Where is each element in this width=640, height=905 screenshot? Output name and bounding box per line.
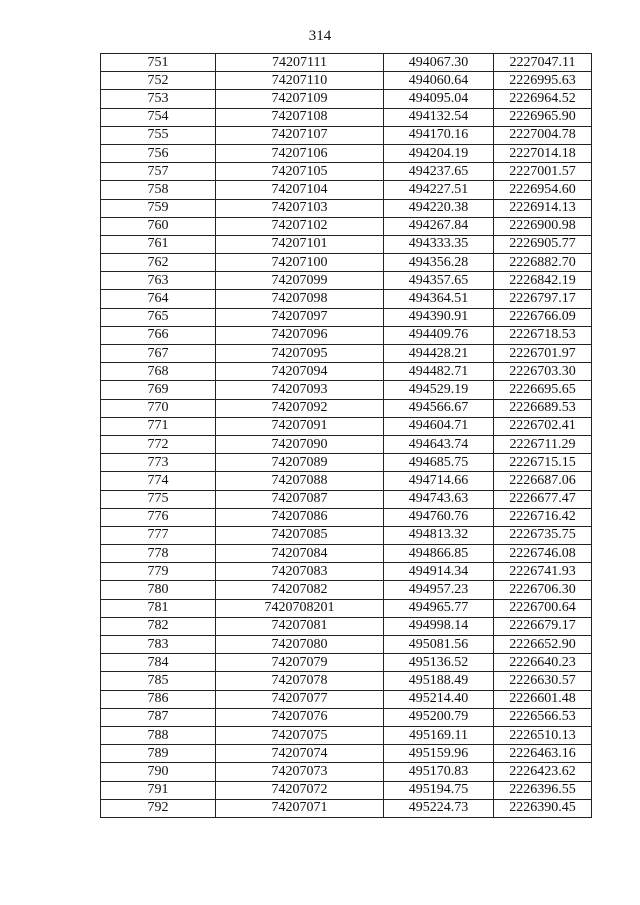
row-number-cell: 771 (101, 417, 216, 435)
table-row (101, 345, 592, 363)
table-row (101, 363, 592, 381)
table-row (101, 417, 592, 435)
x-coordinate-cell: 494643.74 (384, 435, 494, 453)
y-coordinate-cell: 2226396.55 (494, 781, 592, 799)
x-coordinate-cell: 494237.65 (384, 163, 494, 181)
table-row (101, 617, 592, 635)
table-row (101, 199, 592, 217)
y-coordinate-cell: 2226652.90 (494, 636, 592, 654)
row-number-cell: 767 (101, 345, 216, 363)
point-id-cell: 74207088 (216, 472, 384, 490)
row-number-cell: 765 (101, 308, 216, 326)
x-coordinate-cell: 495214.40 (384, 690, 494, 708)
table-row (101, 672, 592, 690)
x-coordinate-cell: 494060.64 (384, 72, 494, 90)
y-coordinate-cell: 2226746.08 (494, 545, 592, 563)
y-coordinate-cell: 2226905.77 (494, 235, 592, 253)
point-id-cell: 74207075 (216, 726, 384, 744)
point-id-cell: 74207078 (216, 672, 384, 690)
point-id-cell: 74207090 (216, 435, 384, 453)
table-row (101, 690, 592, 708)
y-coordinate-cell: 2226601.48 (494, 690, 592, 708)
x-coordinate-cell: 494866.85 (384, 545, 494, 563)
row-number-cell: 755 (101, 126, 216, 144)
x-coordinate-cell: 494813.32 (384, 526, 494, 544)
y-coordinate-cell: 2227047.11 (494, 54, 592, 72)
y-coordinate-cell: 2226711.29 (494, 435, 592, 453)
row-number-cell: 758 (101, 181, 216, 199)
x-coordinate-cell: 494965.77 (384, 599, 494, 617)
point-id-cell: 74207096 (216, 326, 384, 344)
point-id-cell: 74207082 (216, 581, 384, 599)
point-id-cell: 7420708201 (216, 599, 384, 617)
table-row (101, 181, 592, 199)
table-row (101, 708, 592, 726)
x-coordinate-cell: 494685.75 (384, 454, 494, 472)
table-row (101, 399, 592, 417)
x-coordinate-cell: 494604.71 (384, 417, 494, 435)
x-coordinate-cell: 494566.67 (384, 399, 494, 417)
point-id-cell: 74207085 (216, 526, 384, 544)
x-coordinate-cell: 494220.38 (384, 199, 494, 217)
row-number-cell: 783 (101, 636, 216, 654)
x-coordinate-cell: 494760.76 (384, 508, 494, 526)
x-coordinate-cell: 494743.63 (384, 490, 494, 508)
y-coordinate-cell: 2226695.65 (494, 381, 592, 399)
table-row (101, 272, 592, 290)
y-coordinate-cell: 2226797.17 (494, 290, 592, 308)
y-coordinate-cell: 2226900.98 (494, 217, 592, 235)
row-number-cell: 770 (101, 399, 216, 417)
row-number-cell: 772 (101, 435, 216, 453)
point-id-cell: 74207111 (216, 54, 384, 72)
x-coordinate-cell: 494714.66 (384, 472, 494, 490)
table-row (101, 381, 592, 399)
y-coordinate-cell: 2226965.90 (494, 108, 592, 126)
row-number-cell: 766 (101, 326, 216, 344)
row-number-cell: 778 (101, 545, 216, 563)
row-number-cell: 762 (101, 254, 216, 272)
row-number-cell: 769 (101, 381, 216, 399)
point-id-cell: 74207073 (216, 763, 384, 781)
y-coordinate-cell: 2226700.64 (494, 599, 592, 617)
table-row (101, 781, 592, 799)
table-row (101, 326, 592, 344)
y-coordinate-cell: 2226677.47 (494, 490, 592, 508)
row-number-cell: 754 (101, 108, 216, 126)
x-coordinate-cell: 494227.51 (384, 181, 494, 199)
point-id-cell: 74207109 (216, 90, 384, 108)
x-coordinate-cell: 494132.54 (384, 108, 494, 126)
y-coordinate-cell: 2226735.75 (494, 526, 592, 544)
point-id-cell: 74207110 (216, 72, 384, 90)
table-row (101, 490, 592, 508)
table-row (101, 472, 592, 490)
point-id-cell: 74207092 (216, 399, 384, 417)
point-id-cell: 74207077 (216, 690, 384, 708)
table-row (101, 799, 592, 817)
row-number-cell: 792 (101, 799, 216, 817)
row-number-cell: 780 (101, 581, 216, 599)
y-coordinate-cell: 2226716.42 (494, 508, 592, 526)
point-id-cell: 74207076 (216, 708, 384, 726)
row-number-cell: 777 (101, 526, 216, 544)
row-number-cell: 756 (101, 144, 216, 162)
table-row (101, 745, 592, 763)
row-number-cell: 789 (101, 745, 216, 763)
row-number-cell: 751 (101, 54, 216, 72)
point-id-cell: 74207091 (216, 417, 384, 435)
y-coordinate-cell: 2226390.45 (494, 799, 592, 817)
table-row (101, 545, 592, 563)
table-row (101, 54, 592, 72)
x-coordinate-cell: 495200.79 (384, 708, 494, 726)
point-id-cell: 74207108 (216, 108, 384, 126)
point-id-cell: 74207081 (216, 617, 384, 635)
y-coordinate-cell: 2227004.78 (494, 126, 592, 144)
x-coordinate-cell: 494267.84 (384, 217, 494, 235)
table-row (101, 72, 592, 90)
table-row (101, 235, 592, 253)
row-number-cell: 786 (101, 690, 216, 708)
x-coordinate-cell: 494067.30 (384, 54, 494, 72)
x-coordinate-cell: 495169.11 (384, 726, 494, 744)
y-coordinate-cell: 2226701.97 (494, 345, 592, 363)
table-body (101, 54, 592, 818)
row-number-cell: 774 (101, 472, 216, 490)
y-coordinate-cell: 2226702.41 (494, 417, 592, 435)
row-number-cell: 779 (101, 563, 216, 581)
table-row (101, 217, 592, 235)
point-id-cell: 74207071 (216, 799, 384, 817)
row-number-cell: 785 (101, 672, 216, 690)
table-row (101, 163, 592, 181)
point-id-cell: 74207074 (216, 745, 384, 763)
x-coordinate-cell: 495159.96 (384, 745, 494, 763)
table-row (101, 526, 592, 544)
x-coordinate-cell: 494409.76 (384, 326, 494, 344)
table-row (101, 763, 592, 781)
point-id-cell: 74207080 (216, 636, 384, 654)
point-id-cell: 74207105 (216, 163, 384, 181)
table-row (101, 454, 592, 472)
x-coordinate-cell: 494390.91 (384, 308, 494, 326)
x-coordinate-cell: 495081.56 (384, 636, 494, 654)
y-coordinate-cell: 2226995.63 (494, 72, 592, 90)
point-id-cell: 74207083 (216, 563, 384, 581)
point-id-cell: 74207102 (216, 217, 384, 235)
x-coordinate-cell: 494333.35 (384, 235, 494, 253)
y-coordinate-cell: 2226630.57 (494, 672, 592, 690)
table-row (101, 435, 592, 453)
y-coordinate-cell: 2226964.52 (494, 90, 592, 108)
table-row (101, 254, 592, 272)
table-row (101, 126, 592, 144)
y-coordinate-cell: 2226703.30 (494, 363, 592, 381)
x-coordinate-cell: 495188.49 (384, 672, 494, 690)
y-coordinate-cell: 2226882.70 (494, 254, 592, 272)
y-coordinate-cell: 2226706.30 (494, 581, 592, 599)
x-coordinate-cell: 494204.19 (384, 144, 494, 162)
row-number-cell: 768 (101, 363, 216, 381)
y-coordinate-cell: 2226715.15 (494, 454, 592, 472)
x-coordinate-cell: 495194.75 (384, 781, 494, 799)
row-number-cell: 784 (101, 654, 216, 672)
y-coordinate-cell: 2226914.13 (494, 199, 592, 217)
point-id-cell: 74207093 (216, 381, 384, 399)
y-coordinate-cell: 2227014.18 (494, 144, 592, 162)
x-coordinate-cell: 495224.73 (384, 799, 494, 817)
y-coordinate-cell: 2226842.19 (494, 272, 592, 290)
y-coordinate-cell: 2226741.93 (494, 563, 592, 581)
y-coordinate-cell: 2226679.17 (494, 617, 592, 635)
y-coordinate-cell: 2226687.06 (494, 472, 592, 490)
table-row (101, 308, 592, 326)
point-id-cell: 74207086 (216, 508, 384, 526)
row-number-cell: 753 (101, 90, 216, 108)
x-coordinate-cell: 494529.19 (384, 381, 494, 399)
y-coordinate-cell: 2226640.23 (494, 654, 592, 672)
x-coordinate-cell: 494364.51 (384, 290, 494, 308)
x-coordinate-cell: 495136.52 (384, 654, 494, 672)
x-coordinate-cell: 494356.28 (384, 254, 494, 272)
point-id-cell: 74207097 (216, 308, 384, 326)
table-row (101, 726, 592, 744)
x-coordinate-cell: 494095.04 (384, 90, 494, 108)
row-number-cell: 788 (101, 726, 216, 744)
point-id-cell: 74207084 (216, 545, 384, 563)
point-id-cell: 74207104 (216, 181, 384, 199)
row-number-cell: 775 (101, 490, 216, 508)
point-id-cell: 74207106 (216, 144, 384, 162)
x-coordinate-cell: 494428.21 (384, 345, 494, 363)
row-number-cell: 787 (101, 708, 216, 726)
y-coordinate-cell: 2226954.60 (494, 181, 592, 199)
point-id-cell: 74207094 (216, 363, 384, 381)
x-coordinate-cell: 495170.83 (384, 763, 494, 781)
coordinates-table (100, 53, 592, 818)
row-number-cell: 781 (101, 599, 216, 617)
x-coordinate-cell: 494914.34 (384, 563, 494, 581)
table-row (101, 654, 592, 672)
table-row (101, 144, 592, 162)
point-id-cell: 74207099 (216, 272, 384, 290)
table-row (101, 563, 592, 581)
point-id-cell: 74207101 (216, 235, 384, 253)
y-coordinate-cell: 2226423.62 (494, 763, 592, 781)
point-id-cell: 74207098 (216, 290, 384, 308)
table-row (101, 90, 592, 108)
point-id-cell: 74207100 (216, 254, 384, 272)
x-coordinate-cell: 494170.16 (384, 126, 494, 144)
row-number-cell: 776 (101, 508, 216, 526)
table-row (101, 508, 592, 526)
page-number: 314 (308, 28, 332, 44)
y-coordinate-cell: 2226510.13 (494, 726, 592, 744)
y-coordinate-cell: 2226463.16 (494, 745, 592, 763)
table-row (101, 290, 592, 308)
row-number-cell: 791 (101, 781, 216, 799)
table-row (101, 636, 592, 654)
point-id-cell: 74207103 (216, 199, 384, 217)
row-number-cell: 759 (101, 199, 216, 217)
row-number-cell: 763 (101, 272, 216, 290)
x-coordinate-cell: 494957.23 (384, 581, 494, 599)
row-number-cell: 782 (101, 617, 216, 635)
y-coordinate-cell: 2226766.09 (494, 308, 592, 326)
point-id-cell: 74207107 (216, 126, 384, 144)
y-coordinate-cell: 2226566.53 (494, 708, 592, 726)
x-coordinate-cell: 494482.71 (384, 363, 494, 381)
point-id-cell: 74207079 (216, 654, 384, 672)
y-coordinate-cell: 2226718.53 (494, 326, 592, 344)
row-number-cell: 757 (101, 163, 216, 181)
point-id-cell: 74207095 (216, 345, 384, 363)
table-row (101, 581, 592, 599)
row-number-cell: 760 (101, 217, 216, 235)
row-number-cell: 761 (101, 235, 216, 253)
table-row (101, 108, 592, 126)
point-id-cell: 74207072 (216, 781, 384, 799)
row-number-cell: 790 (101, 763, 216, 781)
y-coordinate-cell: 2227001.57 (494, 163, 592, 181)
row-number-cell: 752 (101, 72, 216, 90)
x-coordinate-cell: 494998.14 (384, 617, 494, 635)
row-number-cell: 764 (101, 290, 216, 308)
point-id-cell: 74207087 (216, 490, 384, 508)
point-id-cell: 74207089 (216, 454, 384, 472)
row-number-cell: 773 (101, 454, 216, 472)
table-row (101, 599, 592, 617)
x-coordinate-cell: 494357.65 (384, 272, 494, 290)
y-coordinate-cell: 2226689.53 (494, 399, 592, 417)
